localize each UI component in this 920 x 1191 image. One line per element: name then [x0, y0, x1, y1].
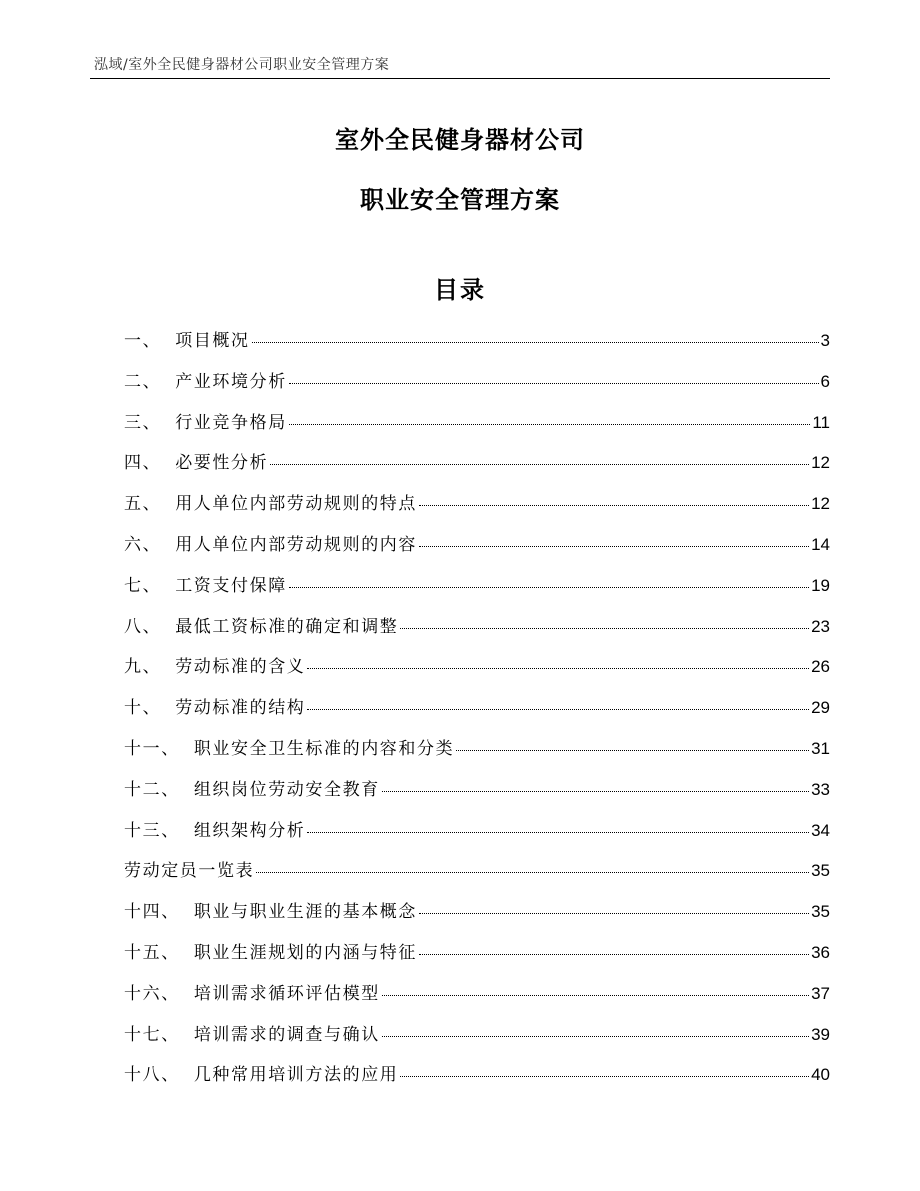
toc-entry-number: 十三、 [124, 820, 180, 841]
toc-entry-label: 产业环境分析 [175, 371, 287, 392]
toc-page-number: 14 [811, 534, 830, 554]
toc-entry-number: 一、 [124, 331, 162, 351]
toc-page-number: 33 [811, 779, 830, 799]
toc-entry-label: 行业竞争格局 [175, 412, 287, 433]
toc-entry-label: 必要性分析 [175, 453, 269, 474]
toc-entry[interactable] [124, 408, 830, 449]
toc-entry[interactable] [124, 1020, 830, 1061]
toc-entry-number: 十五、 [124, 942, 180, 963]
toc-entry-label: 培训需求循环评估模型 [193, 983, 380, 1004]
toc-entry[interactable] [124, 897, 830, 938]
toc-entry[interactable] [124, 326, 830, 367]
toc-entry[interactable] [124, 693, 830, 734]
toc-entry-number: 十一、 [124, 738, 180, 759]
toc-entry-label: 最低工资标准的确定和调整 [175, 616, 399, 637]
toc-dot-leader [252, 342, 819, 343]
toc-page-number: 29 [811, 698, 830, 718]
toc-dot-leader [382, 995, 809, 996]
toc-page-number: 3 [820, 331, 830, 350]
toc-entry-label: 项目概况 [175, 331, 250, 351]
toc-entry[interactable] [124, 530, 830, 571]
toc-entry[interactable] [124, 612, 830, 653]
toc-dot-leader [289, 424, 811, 425]
toc-page-number: 37 [811, 983, 830, 1003]
toc-entry-label: 工资支付保障 [175, 575, 287, 596]
toc-entry[interactable] [124, 652, 830, 693]
toc-dot-leader [256, 872, 809, 873]
toc-entry[interactable] [124, 938, 830, 979]
toc-entry-number: 九、 [124, 657, 162, 678]
toc-entry-number: 八、 [124, 616, 162, 637]
toc-entry[interactable] [124, 367, 830, 408]
toc-entry-number: 四、 [124, 453, 162, 474]
toc-dot-leader [289, 383, 819, 384]
toc-entry-label: 职业与职业生涯的基本概念 [193, 902, 418, 923]
toc-entry-number: 七、 [124, 575, 162, 596]
toc-dot-leader [307, 832, 809, 833]
toc-entry-label: 用人单位内部劳动规则的特点 [175, 494, 418, 515]
toc-page-number: 36 [811, 942, 830, 962]
toc-dot-leader [400, 1076, 809, 1077]
toc-entry-label: 培训需求的调查与确认 [193, 1024, 380, 1045]
toc-dot-leader [456, 750, 809, 751]
toc-entry-number: 十、 [124, 698, 162, 719]
toc-dot-leader [289, 587, 809, 588]
toc-entry-label: 几种常用培训方法的应用 [193, 1065, 399, 1086]
toc-entry-label: 劳动定员一览表 [124, 861, 255, 882]
toc-dot-leader [419, 954, 809, 955]
toc-page-number: 35 [811, 861, 830, 881]
toc-page-number: 31 [811, 738, 830, 758]
toc-entry-number: 十七、 [124, 1024, 180, 1045]
toc-page-number: 23 [811, 616, 830, 636]
toc-entry-number: 六、 [124, 534, 162, 555]
toc-page-number: 39 [811, 1024, 830, 1044]
toc-entry-number: 十六、 [124, 983, 180, 1004]
toc-heading: 目录 [434, 276, 486, 304]
toc-dot-leader [400, 628, 809, 629]
toc-entry[interactable] [124, 448, 830, 489]
toc-entry[interactable] [124, 489, 830, 530]
toc-page-number: 12 [811, 494, 830, 514]
toc-dot-leader [419, 505, 809, 506]
toc-dot-leader [270, 464, 809, 465]
toc-entry-number: 十四、 [124, 902, 180, 923]
toc-entry-label: 用人单位内部劳动规则的内容 [175, 534, 418, 555]
toc-entry[interactable] [124, 979, 830, 1020]
header-divider [90, 78, 830, 79]
toc-dot-leader [307, 668, 809, 669]
toc-page-number: 6 [820, 371, 830, 391]
toc-entry-number: 十二、 [124, 779, 180, 800]
toc-entry-number: 五、 [124, 494, 162, 515]
toc-dot-leader [307, 709, 809, 710]
toc-entry[interactable] [124, 816, 830, 857]
toc-page-number: 19 [811, 575, 830, 595]
document-title-line-2: 职业安全管理方案 [360, 186, 560, 214]
toc-page-number: 34 [811, 820, 830, 840]
running-header: 泓域/室外全民健身器材公司职业安全管理方案 [94, 57, 390, 73]
toc-dot-leader [382, 791, 809, 792]
toc-entry-label: 组织岗位劳动安全教育 [193, 779, 380, 800]
toc-entry[interactable] [124, 734, 830, 775]
toc-entry[interactable] [124, 775, 830, 816]
table-of-contents [124, 326, 830, 1101]
toc-entry[interactable] [124, 1060, 830, 1101]
toc-entry-label: 劳动标准的含义 [175, 657, 306, 678]
toc-entry-number: 三、 [124, 412, 162, 433]
toc-dot-leader [419, 546, 809, 547]
toc-page-number: 40 [811, 1065, 830, 1085]
toc-dot-leader [382, 1036, 809, 1037]
toc-entry[interactable] [124, 571, 830, 612]
toc-entry-label: 职业安全卫生标准的内容和分类 [193, 738, 455, 759]
toc-entry-label: 组织架构分析 [193, 820, 306, 841]
toc-page-number: 11 [812, 412, 830, 432]
toc-page-number: 12 [811, 453, 830, 473]
toc-page-number: 35 [811, 902, 830, 922]
toc-entry-number: 十八、 [124, 1065, 180, 1086]
toc-entry-label: 劳动标准的结构 [175, 698, 306, 719]
toc-entry-label: 职业生涯规划的内涵与特征 [193, 942, 418, 963]
toc-entry[interactable] [124, 856, 830, 897]
toc-dot-leader [419, 913, 809, 914]
toc-entry-number: 二、 [124, 371, 162, 392]
toc-page-number: 26 [811, 657, 830, 677]
document-title-line-1: 室外全民健身器材公司 [335, 126, 585, 154]
